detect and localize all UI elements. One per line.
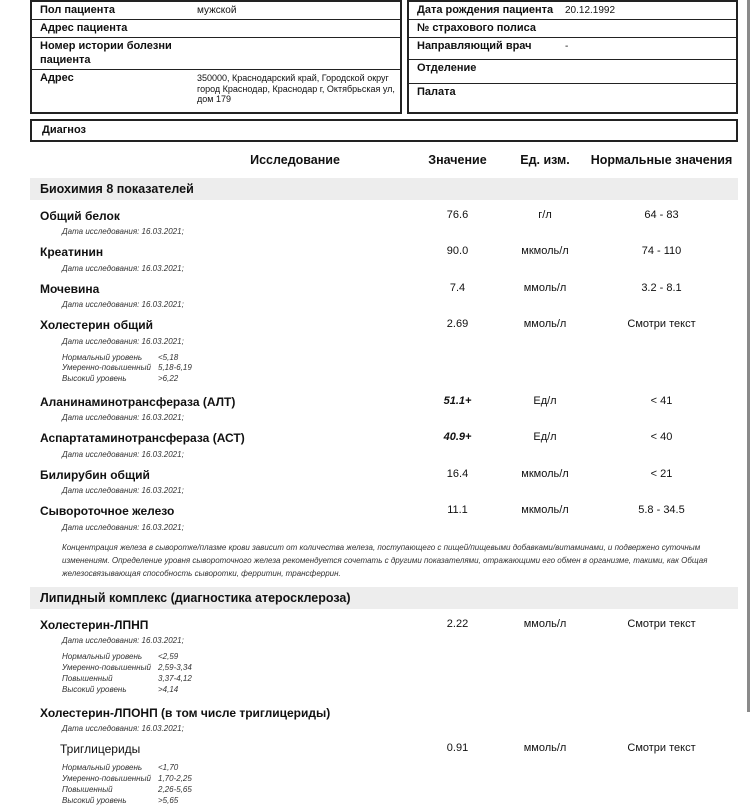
iron-note: Концентрация железа в сыворотке/плазме крови зависит от количества железа, поступающего с пищей/пищевыми добавками/витаминами, и подвержено суточным изменениям. Определение уровня сывороточного железа рекомендуется сочетать с другими показателями, отражающими его обмен в организме, такими, как Общая железосвязывающая способность сыворотки, ферритин, трансферрин. [62, 542, 708, 578]
test-normal: Смотри текст [627, 318, 696, 331]
result-row [30, 200, 738, 223]
level-label: Повышенный [62, 674, 113, 684]
patient-info-header [30, 0, 738, 114]
referring-doctor-row [409, 38, 736, 60]
ward-row [409, 84, 736, 103]
test-name: Сывороточное железо [40, 504, 175, 519]
level-range: 2,59-3,34 [158, 663, 192, 673]
test-value: 40.9+ [443, 431, 472, 444]
study-date: Дата исследования: 16.03.2021; [62, 636, 184, 646]
result-row [30, 495, 738, 518]
column-header-unit: Ед. изм. [520, 152, 570, 167]
test-unit: Ед/л [533, 431, 557, 444]
birthdate-value: 20.12.1992 [565, 5, 616, 16]
study-date: Дата исследования: 16.03.2021; [62, 336, 184, 346]
diagnosis-label: Диагноз [42, 123, 86, 136]
test-value: 76.6 [446, 209, 469, 221]
test-normal: < 21 [650, 467, 673, 480]
level-line [62, 763, 738, 774]
result-row [30, 609, 738, 632]
level-line [62, 685, 738, 696]
level-line [62, 785, 738, 796]
test-name: Холестерин-ЛПНП [40, 618, 149, 633]
column-header-test: Исследование [250, 152, 340, 167]
test-value: 7.4 [449, 281, 466, 294]
level-range: >4,14 [158, 684, 179, 694]
study-date: Дата исследования: 16.03.2021; [62, 522, 184, 532]
test-name: Билирубин общий [40, 467, 150, 482]
study-date: Дата исследования: 16.03.2021; [62, 724, 184, 734]
result-row [30, 697, 738, 720]
test-value: 11.1 [447, 504, 468, 517]
birthdate-row [409, 2, 736, 20]
test-name: Мочевина [40, 281, 100, 296]
level-label: Повышенный [62, 785, 113, 795]
study-date: Дата исследования: 16.03.2021; [62, 227, 184, 237]
address-value: 350000, Краснодарский край, Городской округ город Краснодар, Краснодар г, Октябрьская ул, дом 179 [197, 72, 395, 105]
level-range: >6,22 [158, 374, 179, 384]
test-normal: < 41 [650, 394, 673, 407]
reference-levels [62, 652, 738, 695]
department-label: Отделение [417, 62, 477, 75]
test-unit: мкмоль/л [521, 467, 569, 480]
department-value [565, 62, 732, 63]
address-label: Адрес [40, 71, 74, 84]
patient-sex-label: Пол пациента [40, 4, 115, 16]
patient-address-label: Адрес пациента [40, 22, 128, 35]
reference-levels [62, 763, 738, 806]
test-normal: < 40 [650, 431, 673, 444]
result-row [30, 386, 738, 409]
address-row [32, 70, 400, 112]
section-header-lipids: Липидный комплекс (диагностика атеросклероза) [30, 587, 738, 609]
column-header-normal: Нормальные значения [590, 152, 733, 167]
patient-address-value [197, 22, 396, 23]
test-name: Общий белок [40, 209, 120, 223]
level-line [62, 774, 738, 785]
patient-info-table-right [407, 0, 738, 114]
test-normal: 3.2 - 8.1 [641, 281, 682, 294]
ward-label: Палата [417, 86, 456, 99]
test-unit: ммоль/л [523, 281, 567, 294]
result-row [30, 422, 738, 445]
section-header-biochemistry: Биохимия 8 показателей [30, 178, 738, 200]
result-row [30, 309, 738, 332]
test-name: Триглицериды [60, 742, 141, 757]
test-unit: ммоль/л [523, 318, 567, 331]
test-normal: Смотри текст [627, 618, 696, 631]
patient-address-row [32, 20, 400, 38]
level-label: Умеренно-повышенный [62, 363, 151, 373]
test-normal: Смотри текст [627, 742, 696, 755]
level-line [62, 363, 738, 374]
level-range: 1,70-2,25 [158, 774, 192, 784]
level-range: <5,18 [158, 352, 179, 362]
study-date: Дата исследования: 16.03.2021; [62, 486, 184, 496]
level-label: Нормальный уровень [62, 652, 143, 662]
department-row [409, 60, 736, 84]
history-number-value [197, 40, 396, 41]
history-number-row [32, 38, 400, 69]
test-value: 2.22 [446, 618, 469, 631]
test-name: Холестерин-ЛПОНП (в том числе триглицериды) [40, 705, 331, 720]
birthdate-label: Дата рождения пациента [417, 4, 554, 16]
level-line [62, 652, 738, 663]
insurance-label: № страхового полиса [417, 22, 536, 35]
level-label: Умеренно-повышенный [62, 774, 151, 784]
test-normal: 64 - 83 [644, 209, 679, 221]
test-unit: Ед/л [533, 394, 557, 407]
study-date: Дата исследования: 16.03.2021; [62, 263, 184, 273]
test-unit: ммоль/л [523, 742, 567, 755]
reference-levels [62, 353, 738, 385]
level-label: Умеренно-повышенный [62, 663, 151, 673]
study-date: Дата исследования: 16.03.2021; [62, 413, 184, 423]
test-value: 0.91 [446, 742, 469, 755]
lab-report-document [30, 0, 738, 807]
result-row [30, 733, 738, 756]
test-normal: 5.8 - 34.5 [638, 504, 685, 517]
patient-sex-value: мужской [197, 5, 237, 16]
insurance-value [565, 22, 732, 23]
referring-doctor-label: Направляющий врач [417, 40, 532, 53]
test-name: Аспартатаминотрансфераза (АСТ) [40, 431, 245, 446]
test-unit: мкмоль/л [521, 504, 569, 517]
test-value: 16.4 [446, 467, 469, 480]
test-name: Аланинаминотрансфераза (АЛТ) [40, 394, 236, 409]
ward-value [565, 86, 732, 87]
test-unit: ммоль/л [523, 618, 567, 631]
result-row [30, 459, 738, 482]
level-line [62, 663, 738, 674]
level-range: <2,59 [158, 652, 179, 662]
test-value: 90.0 [446, 245, 469, 258]
level-label: Высокий уровень [62, 684, 127, 694]
insurance-row [409, 20, 736, 38]
level-range: 3,37-4,12 [158, 674, 192, 684]
result-row [30, 273, 738, 296]
level-range: <1,70 [158, 763, 179, 773]
level-line [62, 796, 738, 807]
test-value: 51.1+ [443, 394, 472, 407]
level-label: Высокий уровень [62, 374, 127, 384]
referring-doctor-value: - [565, 41, 569, 53]
level-label: Нормальный уровень [62, 763, 143, 773]
result-row [30, 236, 738, 259]
test-name: Холестерин общий [40, 318, 153, 333]
results-table-header [30, 142, 738, 171]
patient-info-table-left [30, 0, 402, 114]
level-line [62, 374, 738, 385]
test-unit: мкмоль/л [521, 245, 569, 258]
column-header-value: Значение [428, 152, 487, 167]
level-range: 5,18-6,19 [158, 363, 192, 373]
level-line [62, 674, 738, 685]
history-number-label: Номер истории болезни пациента [40, 40, 172, 66]
study-date: Дата исследования: 16.03.2021; [62, 300, 184, 310]
test-normal: 74 - 110 [641, 245, 682, 258]
level-label: Высокий уровень [62, 795, 127, 805]
level-line [62, 353, 738, 364]
study-date: Дата исследования: 16.03.2021; [62, 449, 184, 459]
test-unit: г/л [538, 209, 552, 221]
test-value: 2.69 [446, 318, 469, 331]
test-name: Креатинин [40, 245, 104, 260]
level-range: >5,65 [158, 795, 179, 805]
patient-sex-row [32, 2, 400, 20]
level-range: 2,26-5,65 [158, 785, 192, 795]
level-label: Нормальный уровень [62, 352, 143, 362]
diagnosis-box [30, 119, 738, 142]
